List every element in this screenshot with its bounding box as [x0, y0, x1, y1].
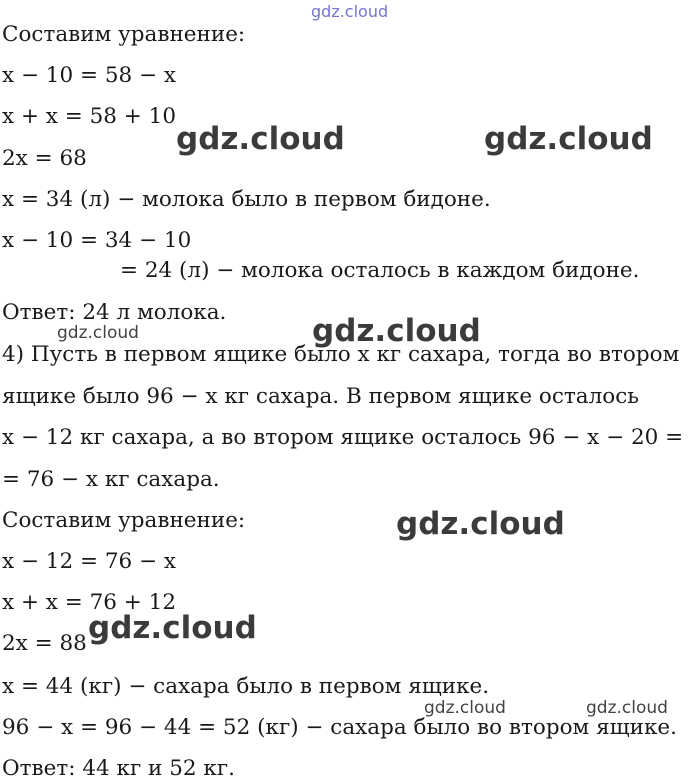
watermark: gdz.cloud	[311, 2, 389, 21]
watermark: gdz.cloud	[424, 698, 506, 718]
watermark: gdz.cloud	[88, 610, 257, 646]
watermark: gdz.cloud	[484, 121, 653, 157]
watermark: gdz.cloud	[176, 121, 345, 157]
text-line: Составим уравнение:	[2, 508, 246, 533]
equation-line: x + x = 76 + 12	[2, 590, 177, 615]
text-line: 4) Пусть в первом ящике было x кг сахара, тогда во втором	[2, 342, 680, 367]
answer-line: Ответ: 44 кг и 52 кг.	[2, 756, 235, 781]
text-line: Составим уравнение:	[2, 22, 246, 47]
watermark: gdz.cloud	[57, 323, 139, 343]
watermark: gdz.cloud	[396, 506, 565, 542]
equation-line: 96 − x = 96 − 44 = 52 (кг) − сахара было во втором ящике.	[2, 715, 677, 740]
equation-line: 2x = 68	[2, 146, 87, 171]
text-line: = 76 − x кг сахара.	[2, 467, 220, 492]
equation-line: x − 12 = 76 − x	[2, 549, 177, 574]
equation-line: 2x = 88	[2, 631, 87, 656]
equation-line: x − 10 = 34 − 10	[2, 228, 192, 253]
equation-line: x + x = 58 + 10	[2, 104, 177, 129]
watermark: gdz.cloud	[312, 313, 481, 349]
watermark: gdz.cloud	[586, 698, 668, 718]
equation-line: = 24 (л) − молока осталось в каждом бидоне.	[120, 258, 640, 283]
text-line: x − 12 кг сахара, а во втором ящике осталось 96 − x − 20 =	[2, 425, 684, 450]
answer-line: Ответ: 24 л молока.	[2, 300, 227, 325]
equation-line: x = 44 (кг) − сахара было в первом ящике.	[2, 674, 490, 699]
equation-line: x − 10 = 58 − x	[2, 63, 177, 88]
equation-line: x = 34 (л) − молока было в первом бидоне.	[2, 187, 491, 212]
text-line: ящике было 96 − x кг сахара. В первом ящике осталось	[2, 384, 639, 409]
